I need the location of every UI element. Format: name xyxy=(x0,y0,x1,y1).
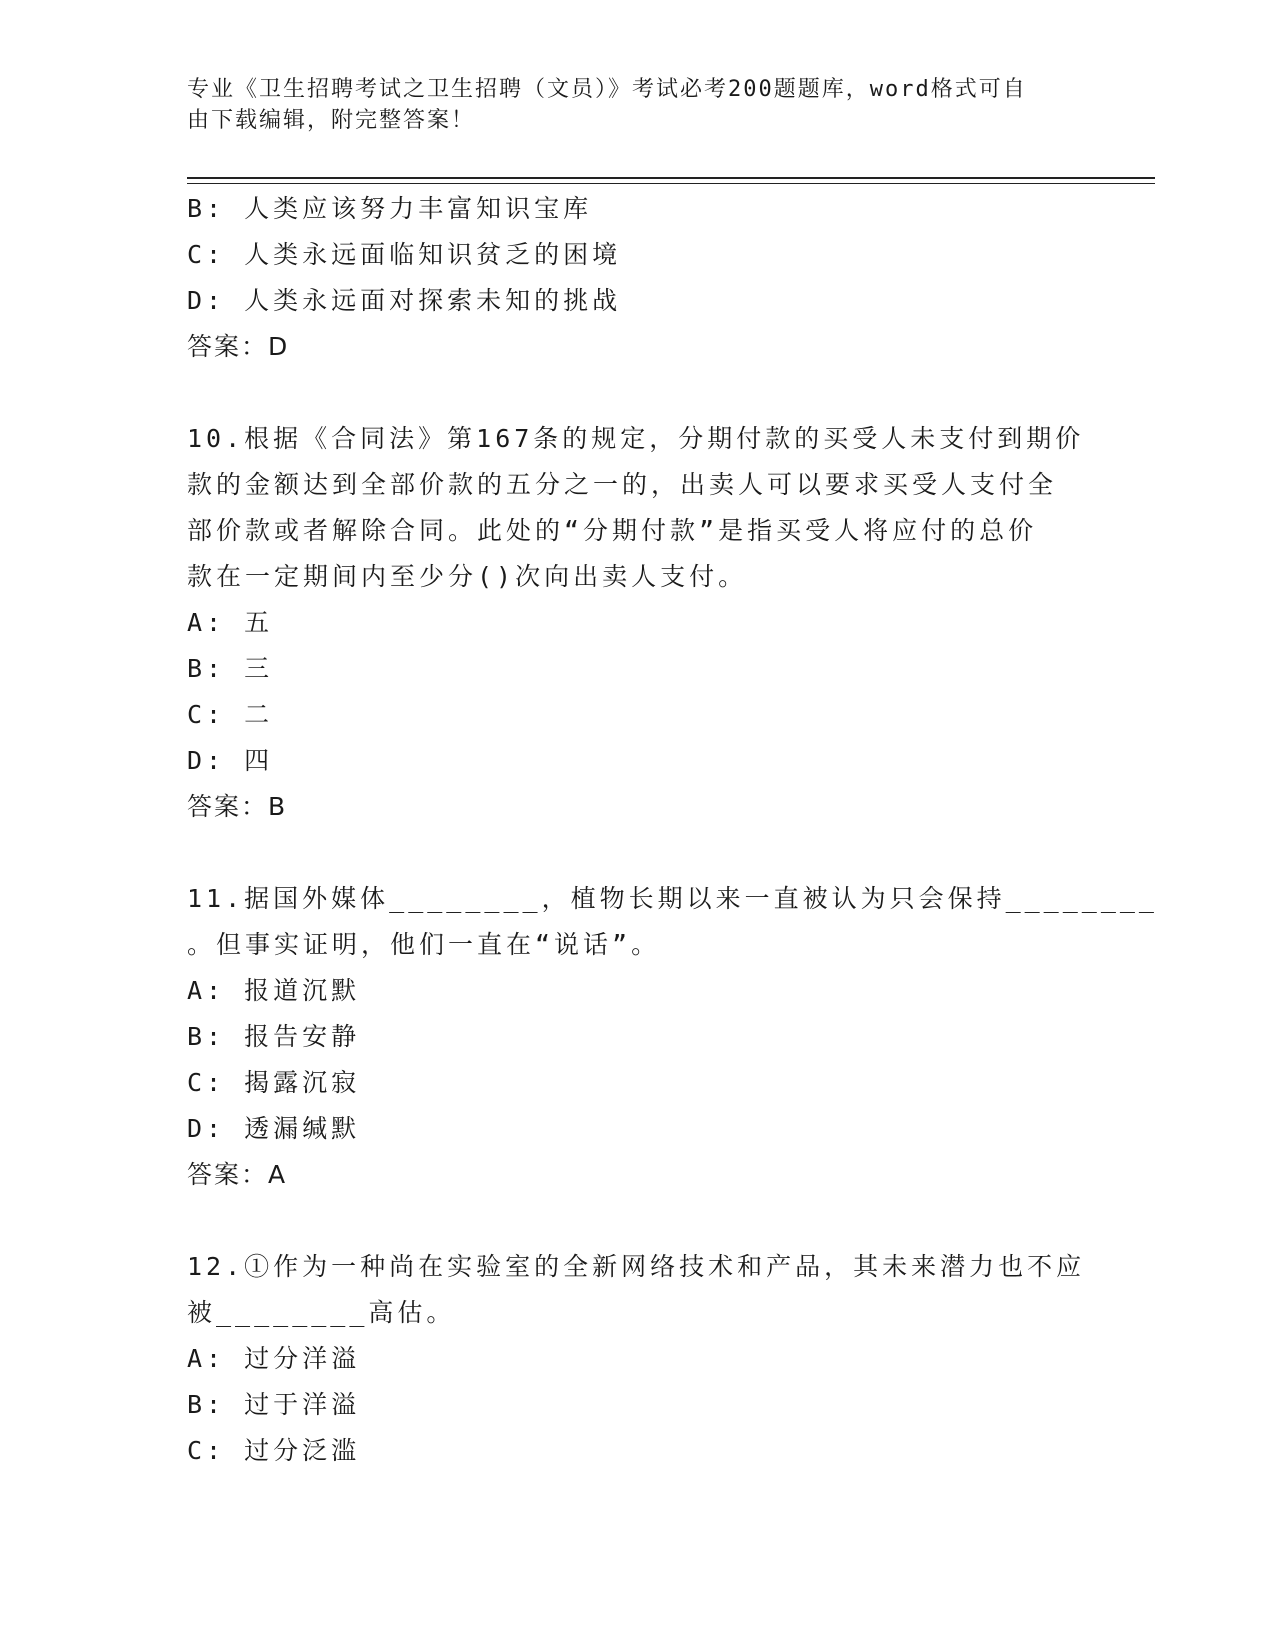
answer: 答案：B xyxy=(187,792,288,821)
option-a: A: 报道沉默 xyxy=(187,976,361,1005)
question-text-line: 被________高估。 xyxy=(187,1298,456,1327)
question-11 xyxy=(187,876,1158,1198)
question-12 xyxy=(187,1244,1087,1474)
option-d: D: 人类永远面对探索未知的挑战 xyxy=(187,286,622,315)
header-divider-thick xyxy=(187,177,1155,179)
option-b: B: 人类应该努力丰富知识宝库 xyxy=(187,194,593,223)
question-10 xyxy=(187,416,1087,830)
header-line-1: 专业《卫生招聘考试之卫生招聘（文员）》考试必考200题题库，word格式可自 xyxy=(187,77,1027,102)
question-text-line: 部价款或者解除合同。此处的“分期付款”是指买受人将应付的总价 xyxy=(187,516,1038,545)
header-line-2: 由下载编辑，附完整答案！ xyxy=(187,108,476,133)
question-text-line: 。但事实证明，他们一直在“说话”。 xyxy=(187,930,661,959)
question-text-line: 款在一定期间内至少分()次向出卖人支付。 xyxy=(187,562,748,591)
option-d: D: 四 xyxy=(187,746,274,775)
option-a: A: 过分洋溢 xyxy=(187,1344,361,1373)
question-9-continued xyxy=(187,186,1087,370)
option-d: D: 透漏缄默 xyxy=(187,1114,361,1143)
option-c: C: 过分泛滥 xyxy=(187,1436,361,1465)
question-text-line: 10.根据《合同法》第167条的规定，分期付款的买受人未支付到期价 xyxy=(187,424,1085,453)
answer: 答案：A xyxy=(187,1160,288,1189)
question-text-line: 款的金额达到全部价款的五分之一的，出卖人可以要求买受人支付全 xyxy=(187,470,1058,499)
answer: 答案：D xyxy=(187,332,290,361)
header-divider-thin xyxy=(187,183,1155,184)
option-b: B: 三 xyxy=(187,654,274,683)
question-text-line: 11.据国外媒体________，植物长期以来一直被认为只会保持________ xyxy=(187,884,1158,913)
option-c: C: 二 xyxy=(187,700,274,729)
option-c: C: 人类永远面临知识贫乏的困境 xyxy=(187,240,622,269)
question-text-line: 12.①作为一种尚在实验室的全新网络技术和产品，其未来潜力也不应 xyxy=(187,1252,1086,1281)
option-b: B: 报告安静 xyxy=(187,1022,361,1051)
option-c: C: 揭露沉寂 xyxy=(187,1068,361,1097)
option-a: A: 五 xyxy=(187,608,274,637)
option-b: B: 过于洋溢 xyxy=(187,1390,361,1419)
question-list xyxy=(187,186,1158,1474)
document-header xyxy=(187,74,1087,136)
